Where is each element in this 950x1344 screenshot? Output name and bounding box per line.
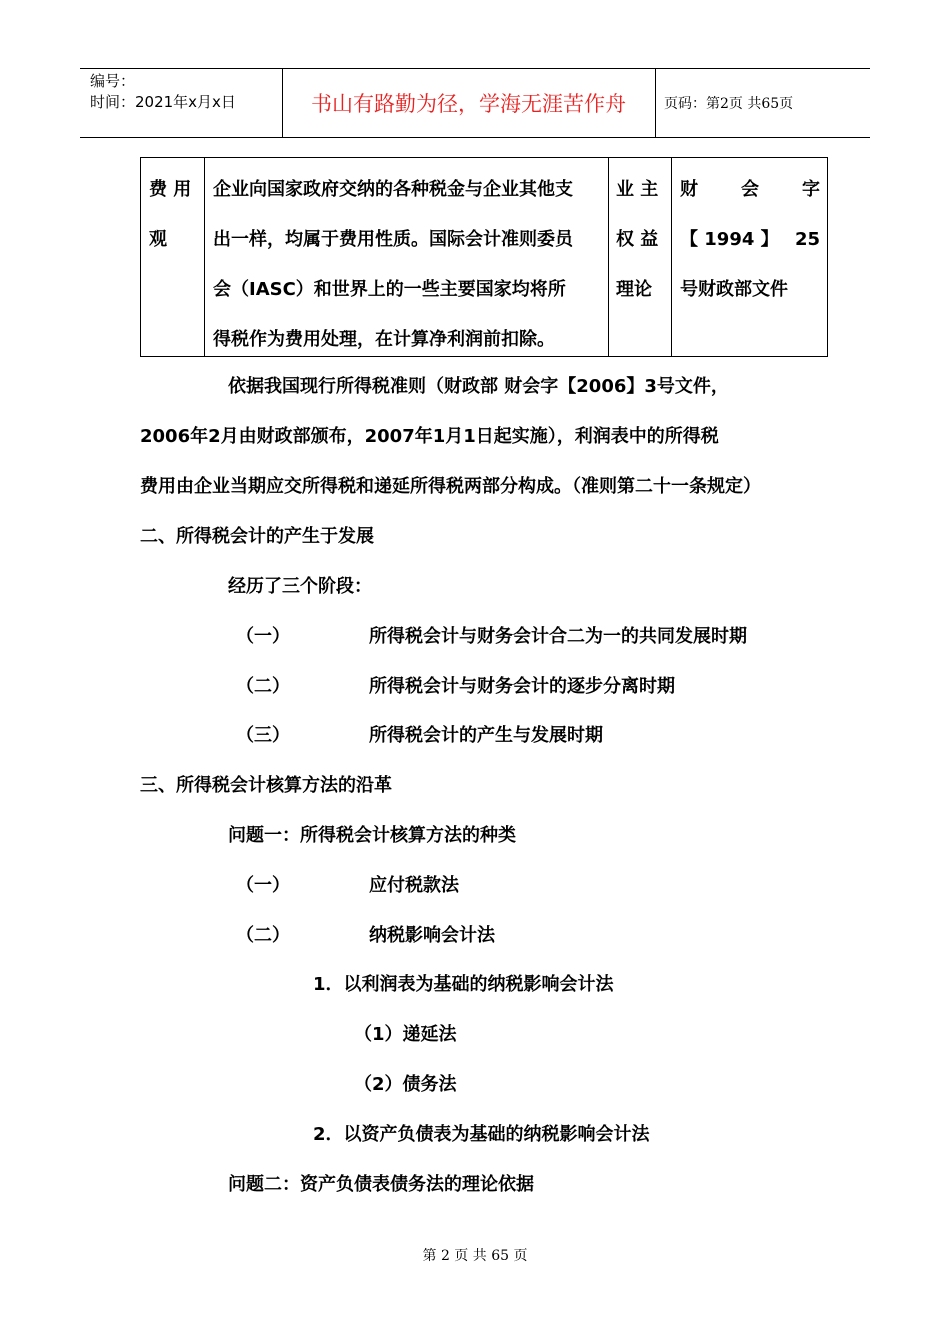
header-divider (655, 69, 656, 137)
sub-item: 2．以资产负债表为基础的纳税影响会计法 (313, 1124, 650, 1145)
cell-word: 财 (680, 179, 698, 200)
cell-line: 企业向国家政府交纳的各种税金与企业其他支 (213, 179, 573, 200)
table-cell-description (213, 165, 605, 365)
cell-line (680, 165, 820, 215)
time-label: 时间：2021年x月x日 (90, 93, 236, 111)
paragraph-line: 2006年2月由财政部颁布，2007年1月1日起实施），利润表中的所得税 (140, 426, 719, 447)
list-item-text: 所得税会计与财务会计合二为一的共同发展时期 (369, 626, 747, 647)
list-item-number: （一） (236, 875, 290, 896)
cell-line: 得税作为费用处理，在计算净利润前扣除。 (213, 329, 555, 350)
paragraph-line: 依据我国现行所得税准则（财政部 财会字【2006】3号文件， (228, 376, 729, 397)
sub-sub-item: （1）递延法 (354, 1024, 457, 1045)
cell-line: 费 用 (149, 179, 192, 200)
cell-line: 会（IASC）和世界上的一些主要国家均将所 (213, 279, 566, 300)
table-cell-theory (616, 165, 668, 315)
list-item-number: （二） (236, 925, 290, 946)
cell-word: 会 (741, 179, 759, 200)
list-item-text: 应付税款法 (369, 875, 459, 896)
cell-line: 业 主 (616, 179, 659, 200)
list-item-number: （三） (236, 725, 290, 746)
table-divider (671, 158, 672, 356)
paragraph-line: 费用由企业当期应交所得税和递延所得税两部分构成。（准则第二十一条规定） (140, 476, 761, 497)
section-heading: 二、所得税会计的产生于发展 (140, 526, 374, 547)
cell-word: 25 (794, 229, 820, 250)
page-header (80, 68, 870, 138)
cell-word: 字 (802, 179, 820, 200)
page-footer: 第 2 页 共 65 页 (422, 1248, 528, 1264)
code-label: 编号： (90, 72, 136, 90)
list-item-text: 所得税会计的产生与发展时期 (369, 725, 603, 746)
cell-word: 【 1994 】 (680, 229, 779, 250)
cell-line: 出一样，均属于费用性质。国际会计准则委员 (213, 229, 573, 250)
question-heading: 问题一：所得税会计核算方法的种类 (228, 825, 516, 846)
section-intro: 经历了三个阶段： (228, 576, 372, 597)
header-left (90, 71, 236, 113)
table-cell-concept (149, 165, 199, 265)
list-item-number: （二） (236, 676, 290, 697)
cell-line: 号财政部文件 (680, 279, 788, 300)
question-heading: 问题二：资产负债表债务法的理论依据 (228, 1174, 534, 1195)
list-item-number: （一） (236, 626, 290, 647)
table-divider (204, 158, 205, 356)
cell-line: 权 益 (616, 229, 659, 250)
sub-item: 1．以利润表为基础的纳税影响会计法 (313, 974, 614, 995)
header-page-info: 页码：第2页 共65页 (664, 96, 794, 112)
cell-line (680, 215, 820, 265)
definition-table (140, 157, 828, 357)
cell-line: 观 (149, 229, 167, 250)
list-item-text: 所得税会计与财务会计的逐步分离时期 (369, 676, 675, 697)
list-item-text: 纳税影响会计法 (369, 925, 495, 946)
section-heading: 三、所得税会计核算方法的沿革 (140, 775, 392, 796)
table-divider (608, 158, 609, 356)
sub-sub-item: （2）债务法 (354, 1074, 457, 1095)
cell-line: 理论 (616, 279, 652, 300)
table-cell-source (680, 165, 820, 315)
header-motto: 书山有路勤为径，学海无涯苦作舟 (311, 92, 626, 116)
